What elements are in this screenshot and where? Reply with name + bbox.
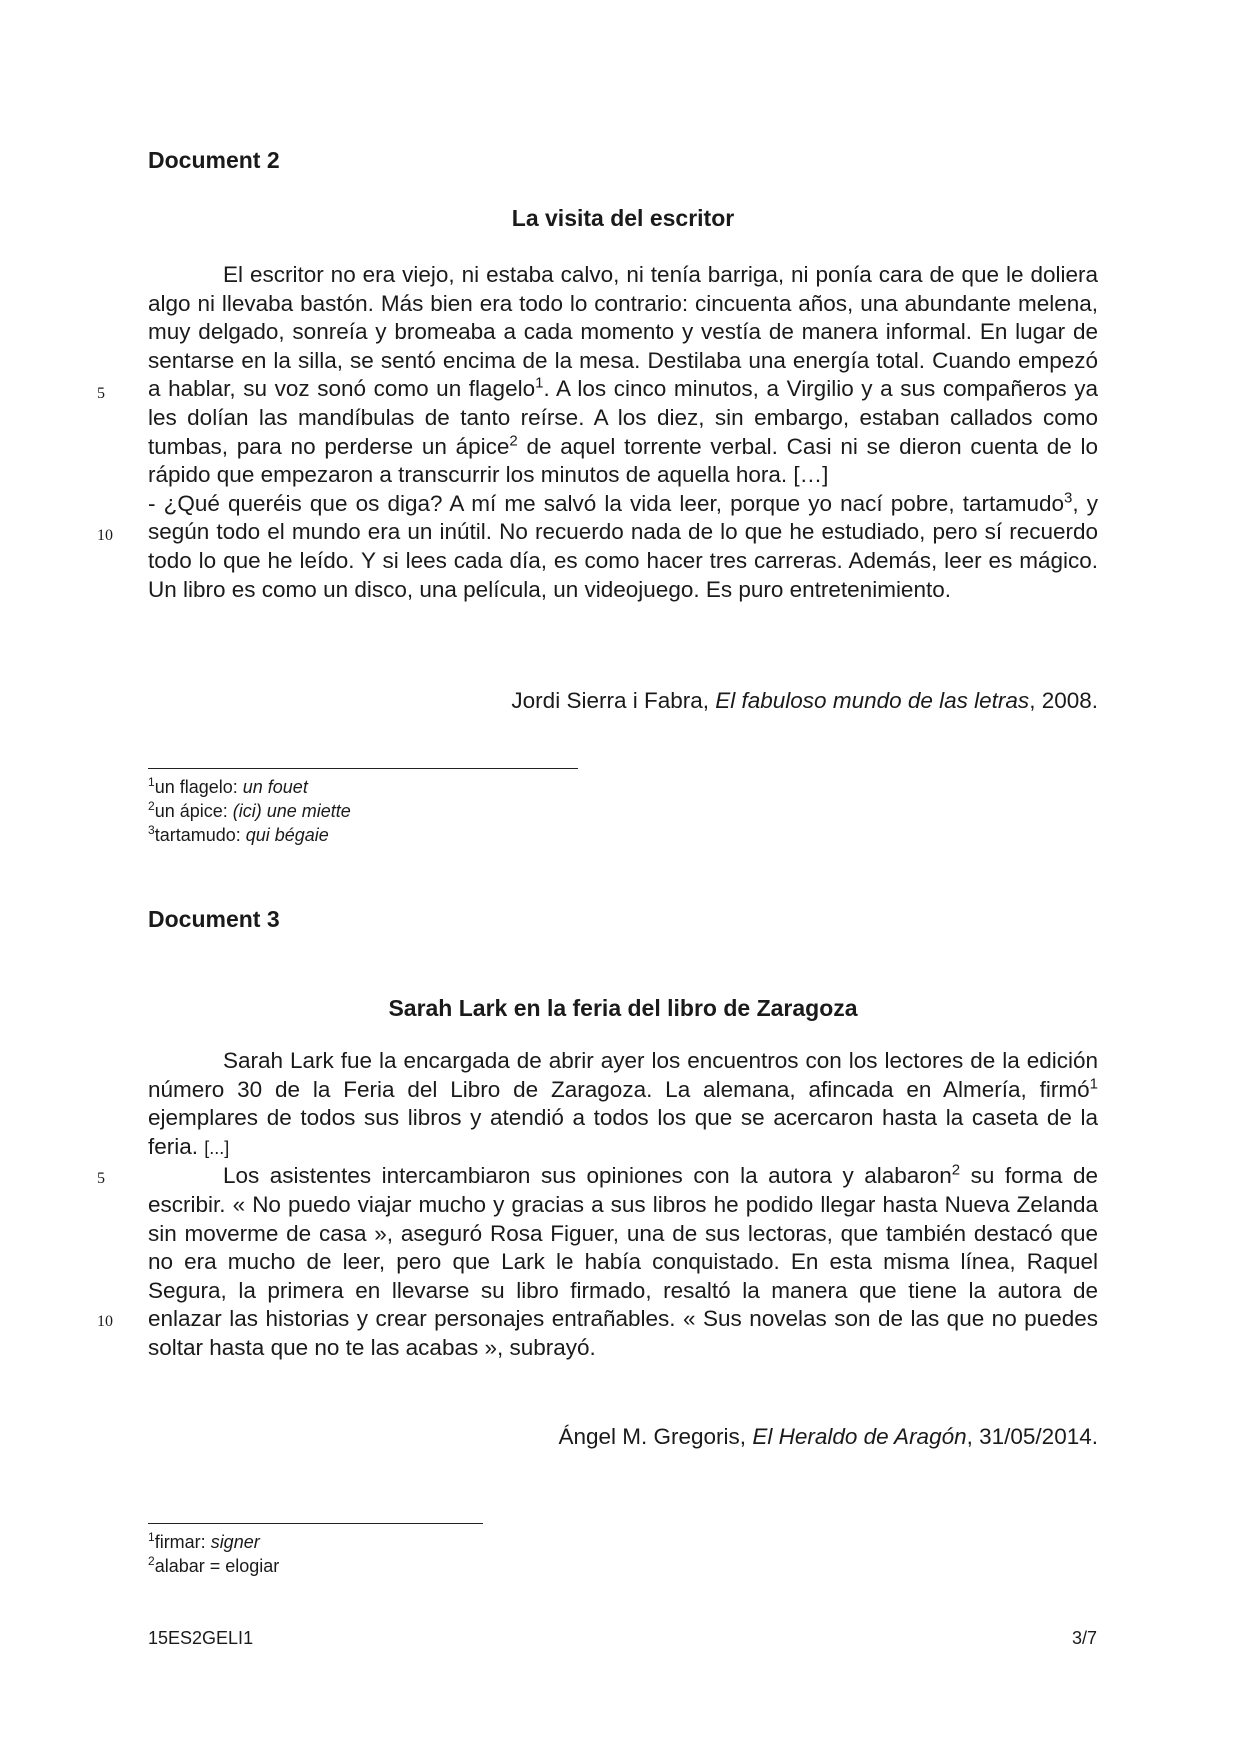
doc3-footnote-1: $^1$firmar: signer bbox=[148, 1530, 260, 1552]
doc2-footnotes bbox=[148, 775, 351, 847]
doc2-line-number-10: 10 bbox=[97, 527, 113, 544]
doc2-body bbox=[148, 261, 1098, 604]
doc2-footnote-3: $^3$tartamudo: qui bégaie bbox=[148, 823, 329, 845]
doc3-label: Document 3 bbox=[148, 906, 280, 932]
doc2-footnote-2: $^2$un ápice: (ici) une miette bbox=[148, 799, 351, 821]
doc3-line-number-10: 10 bbox=[97, 1313, 113, 1330]
doc3-source: Ángel M. Gregoris, El Heraldo de Aragón, 31/05/2014. bbox=[558, 1424, 1098, 1449]
doc3-paragraph-1: Sarah Lark fue la encargada de abrir ayer los encuentros con los lectores de la edición número 30 de la Feria del Libro de Zaragoza. La alemana, afincada en Almería, firmó$^1$ ejemplares de todos sus libros y atendió a todos los que se acercaron hasta la caseta de la feria. [...] bbox=[148, 1048, 1098, 1159]
doc3-footnotes bbox=[148, 1530, 279, 1578]
doc2-line-number-5: 5 bbox=[97, 385, 105, 402]
footer-code: 15ES2GELI1 bbox=[148, 1628, 254, 1648]
doc2-paragraph-1: El escritor no era viejo, ni estaba calvo, ni tenía barriga, ni ponía cara de que le doliera algo ni llevaba bastón. Más bien era todo lo contrario: cincuenta años, una abundante melena, muy delgado, sonreía y bromeaba a cada momento y vestía de manera informal. En lugar de sentarse en la silla, se sentó encima de la mesa. Destilaba una energía total. Cuando empezó a hablar, su voz sonó como un flagelo$^1$. A los cinco minutos, a Virgilio y a sus compañeros ya les dolían las mandíbulas de tanto reírse. A los diez, sin embargo, estaban callados como tumbas, para no perderse un ápice$^2$ de aquel torrente verbal. Casi ni se dieron cuenta de lo rápido que empezaron a transcurrir los minutos de aquella hora. […] bbox=[148, 262, 1098, 488]
doc3-footnote-rule bbox=[148, 1523, 483, 1524]
doc2-footnote-rule bbox=[148, 768, 578, 769]
doc3-paragraph-2: Los asistentes intercambiaron sus opiniones con la autora y alabaron$^2$ su forma de escribir. « No puedo viajar mucho y gracias a sus libros he podido llegar hasta Nueva Zelanda sin moverme de casa », aseguró Rosa Figuer, una de sus lectoras, que también destacó que no era mucho de leer, pero que Lark le había conquistado. En esta misma línea, Raquel Segura, la primera en llevarse su libro firmado, resaltó la manera que tiene la autora de enlazar las historias y crear personajes entrañables. « Sus novelas son de las que no puedes soltar hasta que no te las acabas », subrayó. bbox=[148, 1161, 1098, 1360]
doc2-paragraph-2: - ¿Qué queréis que os diga? A mí me salvó la vida leer, porque yo nací pobre, tartamudo$^3$, y según todo el mundo era un inútil. No recuerdo nada de lo que he estudiado, pero sí recuerdo todo lo que he leído. Y si lees cada día, es como hacer tres carreras. Además, leer es mágico. Un libro es como un disco, una película, un videojuego. Es puro entretenimiento. bbox=[148, 489, 1098, 602]
doc2-footnote-1: $^1$un flagelo: un fouet bbox=[148, 775, 308, 797]
doc3-title: Sarah Lark en la feria del libro de Zaragoza bbox=[388, 995, 858, 1021]
doc2-source: Jordi Sierra i Fabra, El fabuloso mundo de las letras, 2008. bbox=[511, 688, 1098, 713]
footer-page-number: 3/7 bbox=[1071, 1628, 1097, 1648]
doc2-label: Document 2 bbox=[148, 147, 280, 173]
doc2-title: La visita del escritor bbox=[511, 205, 735, 231]
doc3-body bbox=[148, 1047, 1098, 1363]
doc3-line-number-5: 5 bbox=[97, 1170, 105, 1187]
doc3-footnote-2: $^2$alabar = elogiar bbox=[148, 1554, 280, 1576]
